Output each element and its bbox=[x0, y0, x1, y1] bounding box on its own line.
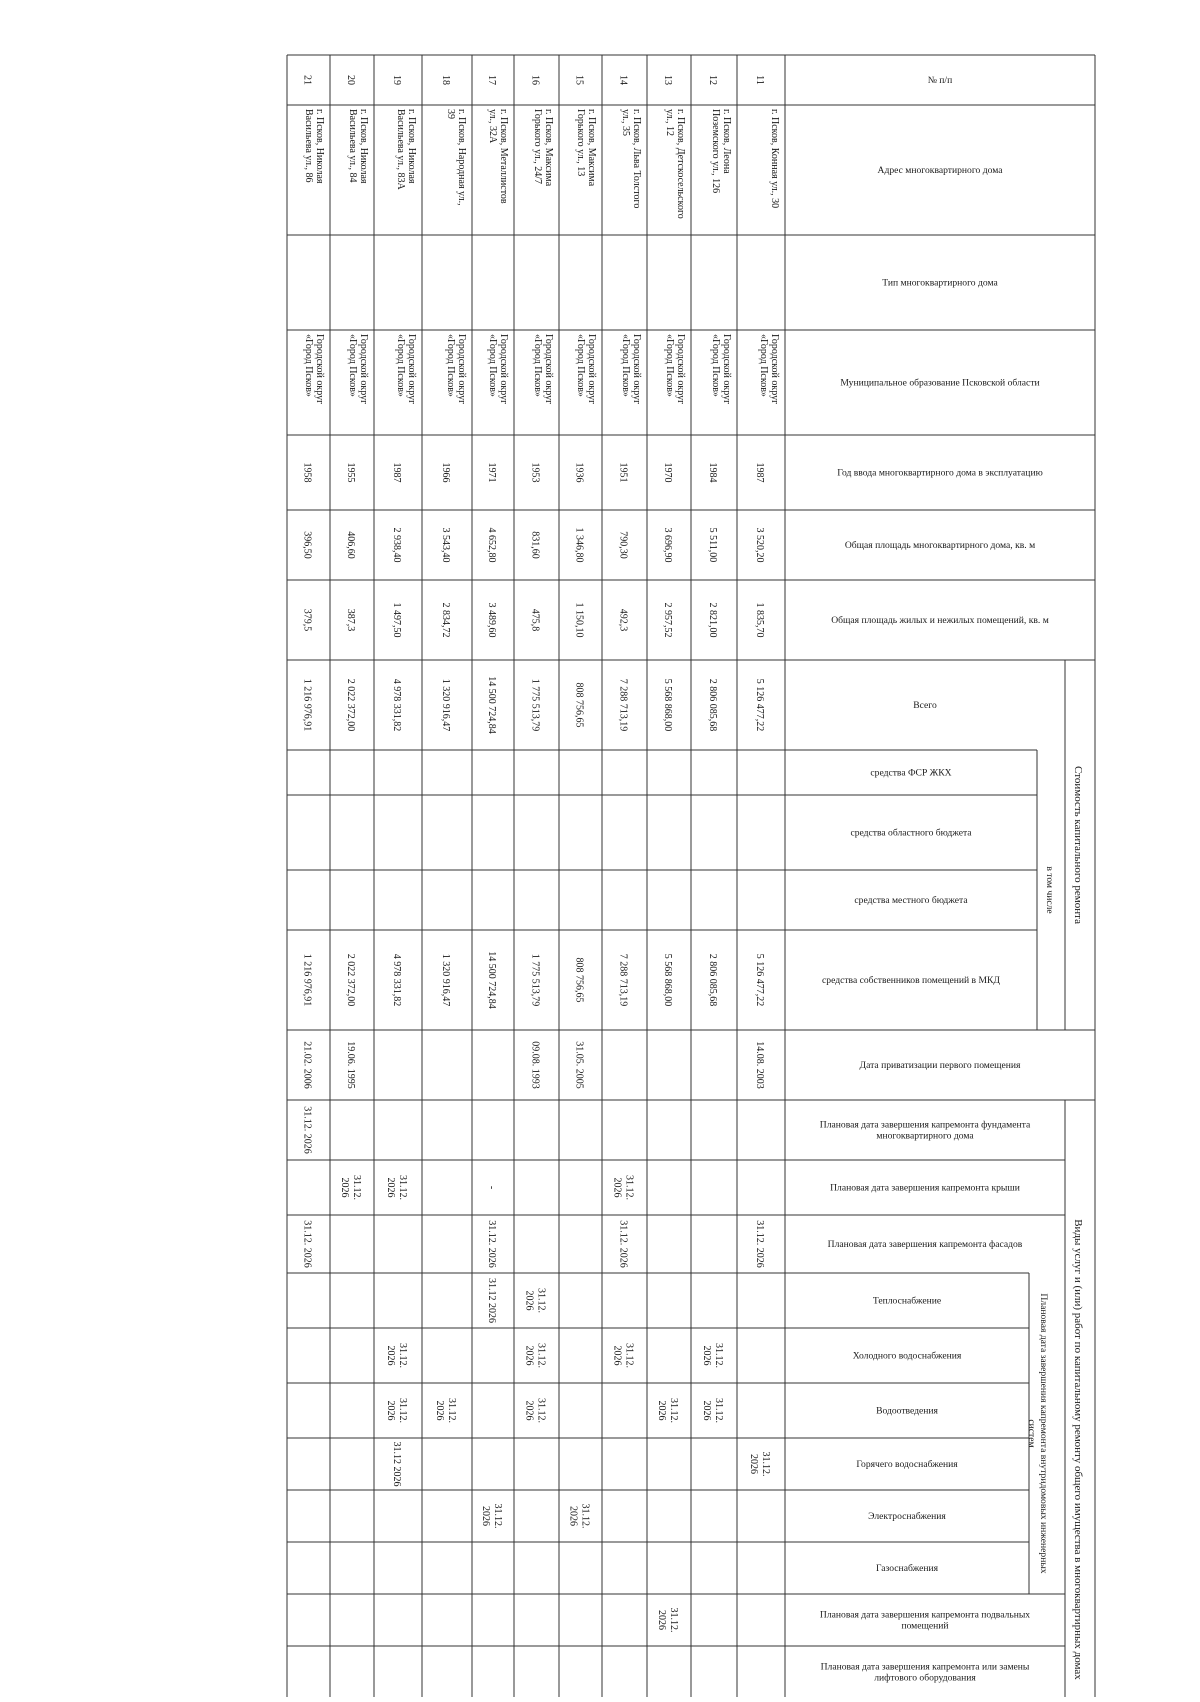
cell-cost-owners: 5 568 868,00 bbox=[662, 953, 673, 1007]
header-type-line: Тип многоквартирного дома bbox=[882, 277, 998, 289]
header-privatization-line: Дата приватизации первого помещения bbox=[859, 1060, 1021, 1071]
cell-drainage: 31.12. bbox=[713, 1398, 724, 1423]
cell-total-area: 396,50 bbox=[301, 531, 313, 559]
header-heat-line: Теплоснабжение bbox=[872, 1295, 942, 1307]
cell-drainage: 31.12. bbox=[668, 1398, 679, 1423]
cost-group-title: Стоимость капитального ремонта bbox=[1072, 766, 1084, 924]
cell-municipality: «Город Псков» bbox=[395, 334, 406, 397]
cell-year: 1971 bbox=[486, 462, 497, 483]
cell-cost-total: 7 288 713,19 bbox=[617, 678, 629, 732]
cell-municipality: Городской округ bbox=[675, 334, 686, 405]
cell-cost-owners: 808 756,65 bbox=[573, 957, 585, 1003]
cell-roof: 2026 bbox=[611, 1177, 623, 1198]
header-cost-owners-line: средства собственников помещений в МКД bbox=[822, 975, 1000, 986]
header-lift-line: Плановая дата завершения капремонта или замены bbox=[820, 1661, 1030, 1673]
header-power bbox=[868, 1511, 946, 1522]
cell-address: ул., 35 bbox=[620, 109, 631, 137]
cell-cost-total: 4 978 331,82 bbox=[391, 678, 402, 732]
header-cost-owners bbox=[822, 975, 1000, 986]
cell-room-area: 1 835,70 bbox=[754, 602, 765, 638]
cell-address: Горького ул., 13 bbox=[575, 109, 586, 177]
cell-year: 1955 bbox=[345, 462, 356, 483]
header-cost-total bbox=[913, 700, 937, 711]
header-municipality bbox=[840, 378, 1039, 389]
cell-address: Васильева ул., 84 bbox=[347, 109, 358, 183]
cell-power: 31.12. bbox=[579, 1503, 591, 1529]
cell-total-area: 3 543,40 bbox=[440, 527, 451, 563]
cell-address: ул., 32А bbox=[487, 109, 498, 144]
cell-total-area: 3 520,20 bbox=[754, 527, 765, 563]
cell-address: Васильева ул., 83А bbox=[395, 109, 406, 190]
header-privatization bbox=[860, 1060, 1022, 1071]
cell-drainage: 31.12. bbox=[535, 1398, 547, 1423]
cell-cost-total: 14 500 724,84 bbox=[486, 676, 497, 734]
cell-cost-total: 5 126 477,22 bbox=[754, 678, 765, 732]
cell-municipality: Городской округ bbox=[358, 334, 369, 405]
cell-municipality: «Город Псков» bbox=[664, 334, 675, 397]
cell-address: 39 bbox=[445, 109, 456, 119]
cell-room-area: 3 489,60 bbox=[486, 602, 497, 638]
cell-num: 11 bbox=[754, 75, 765, 85]
header-num bbox=[928, 75, 953, 86]
cell-cost-total: 5 568 868,00 bbox=[662, 678, 673, 732]
cell-roof: - bbox=[486, 1185, 497, 1190]
cell-cost-owners: 7 288 713,19 bbox=[617, 953, 629, 1007]
cell-total-area: 5 511,00 bbox=[707, 527, 718, 563]
cell-roof: 31.12. bbox=[351, 1175, 362, 1200]
header-address bbox=[878, 165, 1004, 176]
cell-privatization: 14.08. 2003 bbox=[754, 1041, 765, 1089]
header-facade bbox=[828, 1239, 1023, 1250]
header-drainage bbox=[876, 1406, 938, 1417]
cell-drainage: 2026 bbox=[385, 1400, 396, 1421]
cell-facade: 31.12. 2026 bbox=[754, 1220, 765, 1268]
cell-drainage: 2026 bbox=[656, 1400, 667, 1421]
cell-cold-water: 31.12. bbox=[623, 1343, 635, 1368]
cell-num: 16 bbox=[529, 75, 541, 85]
header-lift bbox=[821, 1662, 1030, 1684]
cell-total-area: 3 696,90 bbox=[662, 527, 673, 563]
cell-year: 1984 bbox=[707, 462, 718, 483]
cell-cost-owners: 2 022 372,00 bbox=[345, 953, 356, 1007]
cell-power: 31.12. bbox=[492, 1503, 503, 1529]
header-municipality-line: Муниципальное образование Псковской области bbox=[840, 377, 1040, 389]
cell-roof: 2026 bbox=[385, 1177, 396, 1198]
header-address-line: Адрес многоквартирного дома bbox=[877, 165, 1003, 176]
cell-total-area: 790,30 bbox=[617, 531, 629, 559]
cell-hot-water: 31.12. bbox=[760, 1451, 771, 1477]
cell-basement: 31.12. bbox=[668, 1607, 679, 1633]
cell-cold-water: 2026 bbox=[701, 1345, 712, 1366]
cell-room-area: 1 150,10 bbox=[573, 602, 585, 638]
cell-num: 15 bbox=[573, 75, 585, 85]
cell-cost-total: 2 022 372,00 bbox=[345, 678, 356, 732]
cell-hot-water: 2026 bbox=[748, 1454, 759, 1474]
header-cost-local-line: средства местного бюджета bbox=[854, 895, 968, 906]
header-power-line: Электроснабжения bbox=[868, 1511, 946, 1522]
cell-num: 14 bbox=[617, 75, 629, 85]
header-roof-line: Плановая дата завершения капремонта крыши bbox=[830, 1182, 1020, 1194]
header-total-area bbox=[845, 540, 1035, 551]
cell-basement: 2026 bbox=[656, 1610, 667, 1630]
cell-municipality: «Город Псков» bbox=[532, 334, 543, 397]
cell-municipality: Городской округ bbox=[543, 334, 554, 405]
cell-cost-owners: 5 126 477,22 bbox=[754, 953, 765, 1007]
cell-address: г. Псков, Максима bbox=[543, 109, 554, 187]
cell-room-area: 475,8 bbox=[529, 608, 541, 632]
cell-year: 1958 bbox=[301, 462, 313, 483]
cell-total-area: 1 346,80 bbox=[573, 527, 585, 563]
header-basement-line: помещений bbox=[901, 1620, 949, 1632]
header-cost-fund bbox=[870, 768, 951, 779]
cell-roof: 31.12. bbox=[623, 1175, 635, 1200]
cell-roof: 2026 bbox=[339, 1177, 350, 1198]
header-hot-water-line: Горячего водоснабжения bbox=[856, 1459, 958, 1470]
cell-drainage: 31.12. bbox=[446, 1398, 457, 1423]
header-cost-local bbox=[854, 895, 968, 906]
cell-cost-total: 1 216 976,91 bbox=[301, 678, 313, 732]
cell-address: г. Псков, Максима bbox=[586, 109, 597, 187]
works-group-title: Виды услуг и (или) работ по капитальному ремонту общего имущества в многоквартирных домах bbox=[1072, 1219, 1084, 1680]
cell-cost-owners: 1 775 513,79 bbox=[529, 953, 541, 1007]
header-basement bbox=[820, 1610, 1030, 1632]
cell-room-area: 2 834,72 bbox=[440, 602, 451, 638]
cell-municipality: Городской округ bbox=[721, 334, 732, 405]
cell-address: Васильева ул., 86 bbox=[303, 109, 314, 183]
header-cost-total-line: Всего bbox=[913, 700, 937, 711]
cell-heat: 31.12. bbox=[535, 1288, 547, 1313]
cell-total-area: 831,60 bbox=[529, 531, 541, 559]
header-room-area bbox=[831, 615, 1049, 626]
cell-address: г. Псков, Николая bbox=[314, 109, 325, 184]
header-roof bbox=[830, 1183, 1020, 1194]
cell-year: 1987 bbox=[754, 462, 765, 483]
header-cost-fund-line: средства ФСР ЖКХ bbox=[870, 767, 952, 779]
cell-cold-water: 2026 bbox=[523, 1345, 535, 1366]
cell-power: 2026 bbox=[567, 1506, 579, 1526]
cell-municipality: Городской округ bbox=[456, 334, 467, 405]
header-basement-line: Плановая дата завершения капремонта подвальных bbox=[819, 1609, 1031, 1621]
cell-drainage: 2026 bbox=[523, 1400, 535, 1421]
cell-address: г. Псков, Льва Толстого bbox=[631, 109, 642, 209]
header-facade-line: Плановая дата завершения капремонта фасадов bbox=[827, 1239, 1023, 1250]
cell-privatization: 09.08. 1993 bbox=[529, 1041, 541, 1089]
systems-group-title: систем bbox=[1026, 1419, 1037, 1448]
header-total-area-line: Общая площадь многоквартирного дома, кв. м bbox=[844, 540, 1036, 551]
cell-privatization: 19.06. 1995 bbox=[345, 1041, 356, 1089]
cell-cost-total: 2 806 085,68 bbox=[707, 678, 718, 732]
header-foundation-line: Плановая дата завершения капремонта фундамента bbox=[819, 1119, 1031, 1131]
cell-address: г. Псков, Конная ул., 30 bbox=[769, 109, 780, 209]
cell-drainage: 2026 bbox=[701, 1400, 712, 1421]
cell-cost-owners: 2 806 085,68 bbox=[707, 953, 718, 1007]
header-drainage-line: Водоотведения bbox=[876, 1405, 938, 1417]
header-heat bbox=[873, 1296, 941, 1307]
cell-address: Поземского ул., 126 bbox=[710, 109, 721, 194]
header-num-line: № п/п bbox=[927, 75, 953, 86]
cell-municipality: Городской округ bbox=[769, 334, 780, 405]
cell-municipality: Городской округ bbox=[314, 334, 325, 405]
header-foundation bbox=[820, 1120, 1031, 1142]
in-number-title: в том числе bbox=[1044, 866, 1055, 914]
cell-municipality: «Город Псков» bbox=[575, 334, 586, 397]
cell-cold-water: 2026 bbox=[385, 1345, 396, 1366]
cell-num: 18 bbox=[440, 75, 451, 85]
cell-room-area: 492,3 bbox=[617, 608, 629, 632]
cell-year: 1987 bbox=[391, 462, 402, 483]
cell-address: г. Псков, Детскосельского bbox=[675, 109, 686, 219]
cell-num: 17 bbox=[486, 75, 497, 85]
cell-cost-total: 1 775 513,79 bbox=[529, 678, 541, 732]
cell-privatization: 31.05. 2005 bbox=[573, 1041, 585, 1089]
table-rotated-group bbox=[287, 55, 1095, 1697]
cell-num: 13 bbox=[662, 75, 673, 85]
cell-cold-water: 31.12. bbox=[713, 1343, 724, 1368]
cell-num: 19 bbox=[391, 75, 402, 85]
cell-address: г. Псков, Народная ул., bbox=[456, 109, 467, 206]
cell-heat: 2026 bbox=[523, 1290, 535, 1311]
cell-municipality: Городской округ bbox=[631, 334, 642, 405]
header-foundation-line: многоквартирного дома bbox=[876, 1130, 974, 1142]
cell-year: 1951 bbox=[617, 462, 629, 483]
cell-cost-owners: 1 320 916,47 bbox=[440, 953, 451, 1007]
cell-num: 20 bbox=[345, 75, 356, 85]
cell-cost-owners: 1 216 976,91 bbox=[301, 953, 313, 1007]
cell-municipality: Городской округ bbox=[586, 334, 597, 405]
cell-municipality: «Город Псков» bbox=[710, 334, 721, 397]
header-gas bbox=[876, 1563, 939, 1574]
header-cold-water bbox=[853, 1351, 962, 1362]
cell-room-area: 379,5 bbox=[301, 608, 313, 632]
cell-year: 1936 bbox=[573, 462, 585, 483]
cell-total-area: 406,60 bbox=[345, 531, 356, 559]
cell-room-area: 2 821,00 bbox=[707, 602, 718, 638]
cell-num: 12 bbox=[707, 75, 718, 85]
header-cost-regional bbox=[850, 828, 972, 839]
header-type bbox=[882, 278, 998, 289]
header-year-line: Год ввода многоквартирного дома в эксплуатацию bbox=[837, 467, 1043, 479]
cell-cold-water: 31.12. bbox=[535, 1343, 547, 1368]
header-year bbox=[837, 468, 1042, 479]
cell-cold-water: 31.12. bbox=[397, 1343, 408, 1368]
cell-heat: 31.12 2026 bbox=[486, 1278, 497, 1323]
cell-year: 1953 bbox=[529, 462, 541, 483]
cell-year: 1966 bbox=[440, 462, 451, 483]
cell-cold-water: 2026 bbox=[611, 1345, 623, 1366]
header-room-area-line: Общая площадь жилых и нежилых помещений, кв. м bbox=[831, 615, 1049, 626]
header-cold-water-line: Холодного водоснабжения bbox=[852, 1350, 962, 1362]
cell-total-area: 2 938,40 bbox=[391, 527, 402, 563]
cell-municipality: «Город Псков» bbox=[487, 334, 498, 397]
cell-municipality: «Город Псков» bbox=[620, 334, 631, 397]
cell-foundation: 31.12. 2026 bbox=[301, 1106, 313, 1154]
cell-address: Горького ул., 24/7 bbox=[532, 109, 543, 184]
header-cost-regional-line: средства областного бюджета bbox=[850, 827, 972, 839]
cell-facade: 31.12. 2026 bbox=[486, 1220, 497, 1268]
cell-cost-total: 1 320 916,47 bbox=[440, 678, 451, 732]
cell-power: 2026 bbox=[480, 1506, 491, 1526]
header-lift-line: лифтового оборудования bbox=[874, 1672, 976, 1684]
cell-cost-owners: 4 978 331,82 bbox=[391, 953, 402, 1007]
cell-cost-owners: 14 500 724,84 bbox=[486, 951, 497, 1009]
cell-drainage: 31.12. bbox=[397, 1398, 408, 1423]
cell-address: г. Псков, Николая bbox=[406, 109, 417, 184]
cell-municipality: «Город Псков» bbox=[303, 334, 314, 397]
cell-room-area: 1 497,50 bbox=[391, 602, 402, 638]
cell-privatization: 21.02. 2006 bbox=[301, 1041, 313, 1089]
cell-municipality: Городской округ bbox=[406, 334, 417, 405]
cell-address: ул., 12 bbox=[664, 109, 675, 137]
cell-address: г. Псков, Металлистов bbox=[498, 109, 509, 204]
header-gas-line: Газоснабжения bbox=[875, 1563, 939, 1574]
cell-municipality: «Город Псков» bbox=[347, 334, 358, 397]
cell-municipality: Городской округ bbox=[498, 334, 509, 405]
cell-roof: 31.12. bbox=[397, 1175, 408, 1200]
header-hot-water bbox=[856, 1459, 958, 1470]
cell-num: 21 bbox=[301, 75, 313, 85]
cell-cost-total: 808 756,65 bbox=[573, 682, 585, 728]
cell-facade: 31.12. 2026 bbox=[301, 1220, 313, 1268]
cell-year: 1970 bbox=[662, 462, 673, 483]
cell-address: г. Псков, Леона bbox=[721, 109, 732, 174]
cell-drainage: 2026 bbox=[434, 1400, 445, 1421]
cell-facade: 31.12. 2026 bbox=[617, 1220, 629, 1268]
cell-room-area: 387,3 bbox=[345, 608, 356, 632]
cell-hot-water: 31.12 2026 bbox=[391, 1441, 402, 1487]
systems-group-title: Плановая дата завершения капремонта внутридомовых инженерных bbox=[1038, 1293, 1049, 1574]
cell-room-area: 2 957,52 bbox=[662, 602, 673, 638]
cell-municipality: «Город Псков» bbox=[758, 334, 769, 397]
cell-municipality: «Город Псков» bbox=[445, 334, 456, 397]
cell-address: г. Псков, Николая bbox=[358, 109, 369, 184]
cell-total-area: 4 652,80 bbox=[486, 527, 497, 563]
